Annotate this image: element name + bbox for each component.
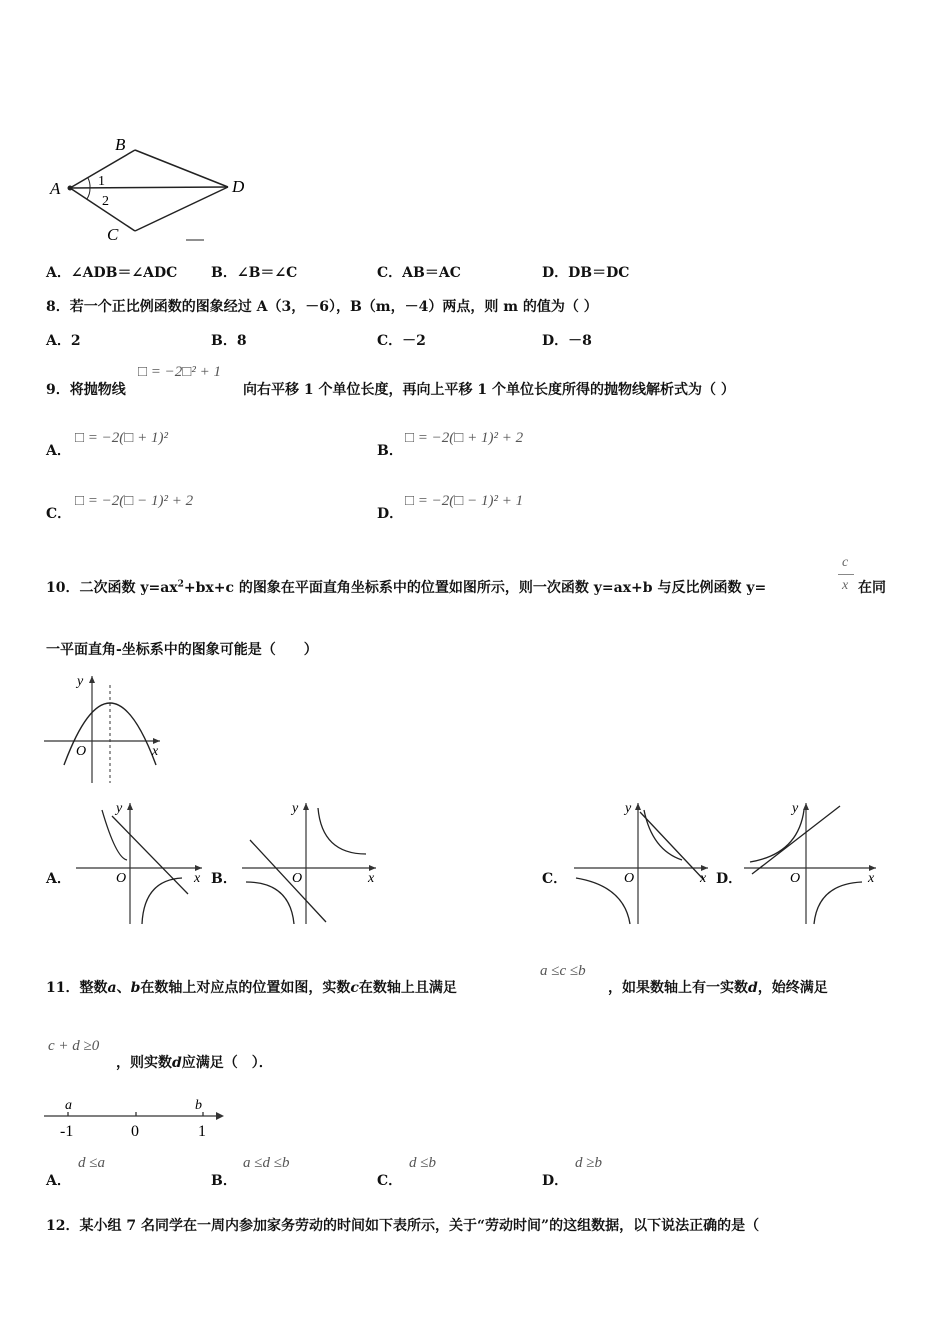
q10-stem-sup: 2: [177, 579, 184, 590]
numberline-b: b: [195, 1098, 202, 1113]
option-key: B．: [211, 265, 237, 281]
q8-option-b[interactable]: [211, 330, 247, 350]
q11-option-a-key[interactable]: A．: [46, 1173, 71, 1189]
axis-label-y: y: [292, 801, 299, 816]
q8-stem: 8．若一个正比例函数的图象经过 A（3，－6），B（m，－4）两点，则 m 的值为（ ）: [46, 299, 598, 315]
q11-stem-tail: [608, 977, 828, 997]
option-text: －2: [402, 333, 426, 349]
q9-stem-after: 向右平移 1 个单位长度，再向上平移 1 个单位长度所得的抛物线解析式为（ ）: [243, 382, 735, 398]
q7-option-b[interactable]: [211, 262, 297, 282]
axis-label-x: x: [868, 871, 875, 886]
q10-stem-part1: 10．二次函数 y=ax: [46, 580, 178, 596]
axis-label-y: y: [625, 801, 632, 816]
option-text: 2: [70, 333, 81, 349]
axis-label-y: y: [116, 801, 123, 816]
q9-option-b-key[interactable]: B．: [377, 443, 403, 459]
q10-stem: [46, 577, 766, 597]
q11-option-b-key[interactable]: B．: [211, 1173, 237, 1189]
axis-label-o: O: [292, 871, 303, 886]
axis-label-x: x: [194, 871, 201, 886]
q7-kite-figure: [40, 128, 260, 246]
option-key: C．: [377, 333, 403, 349]
q11-number-line: [40, 1094, 230, 1140]
q11-option-a-formula[interactable]: d ≤a: [78, 1155, 105, 1171]
q8-option-d[interactable]: [542, 330, 592, 350]
numberline-t2: 0: [131, 1123, 139, 1140]
axis-label-x: x: [700, 871, 707, 886]
q11-option-b-formula[interactable]: a ≤d ≤b: [243, 1155, 290, 1171]
q11-var-d2: d: [172, 1055, 182, 1071]
option-text: ∠ADB＝∠ADC: [70, 265, 178, 281]
q11-stem-mid2: 在数轴上且满足: [358, 980, 457, 996]
q10-frac-den: x: [842, 578, 849, 593]
q11-var-c: c: [350, 980, 359, 996]
numberline-t1: -1: [60, 1123, 74, 1140]
option-text: －8: [568, 333, 592, 349]
q9-option-d-key[interactable]: D．: [377, 506, 404, 522]
q9-stem-before: 9．将抛物线: [46, 382, 126, 398]
q10-option-a-key[interactable]: A．: [46, 871, 71, 887]
option-key: D．: [542, 265, 569, 281]
q11-stem-mid: 在数轴上对应点的位置如图，实数: [140, 980, 351, 996]
axis-label-y: y: [77, 674, 84, 689]
q11-stem-line2-after: 应满足（ ）．: [181, 1055, 273, 1071]
q11-condition2: c + d ≥0: [48, 1038, 100, 1054]
q10-stem-part3: 在同: [858, 580, 886, 596]
q10-frac-bar: [838, 574, 854, 575]
q10-frac-num: c: [842, 555, 849, 570]
q11-stem-before: 11．整数: [46, 980, 108, 996]
q7-label-d: D: [232, 177, 245, 196]
q8-option-a[interactable]: [46, 330, 81, 350]
axis-label-x: x: [368, 871, 375, 886]
q11-stem-after: ，如果数轴上有一实数: [608, 980, 748, 996]
numberline-a: a: [65, 1098, 72, 1113]
option-key: D．: [542, 333, 569, 349]
q10-parabola-figure: [44, 673, 164, 785]
q10-option-c-key[interactable]: C．: [542, 871, 568, 887]
q8-option-c[interactable]: [377, 330, 426, 350]
q11-condition: a ≤c ≤b: [540, 963, 586, 979]
numberline-t3: 1: [198, 1123, 206, 1140]
q10-option-a-graph[interactable]: [72, 800, 206, 926]
q7-option-d[interactable]: [542, 262, 629, 282]
q9-option-a-key[interactable]: A．: [46, 443, 71, 459]
q9-option-c-key[interactable]: C．: [46, 506, 72, 522]
q11-var-b: b: [130, 980, 141, 996]
q11-option-c-key[interactable]: C．: [377, 1173, 403, 1189]
option-key: A．: [46, 265, 71, 281]
q11-stem-line2: [116, 1052, 273, 1072]
axis-label-y: y: [792, 801, 799, 816]
q11-stem-after2: ，始终满足: [757, 980, 828, 996]
option-text: AB＝AC: [402, 265, 461, 281]
q10-option-c-graph[interactable]: [570, 800, 712, 926]
axis-label-o: O: [624, 871, 635, 886]
q11-sep: 、: [116, 980, 131, 996]
q10-stem-part2: +bx+c 的图象在平面直角坐标系中的位置如图所示，则一次函数 y=ax+b 与反比例函数 y=: [183, 580, 767, 596]
q7-label-c: C: [107, 225, 119, 244]
axis-label-o: O: [116, 871, 127, 886]
q7-label-a: A: [50, 179, 61, 198]
q9-option-d-formula[interactable]: □ = −2(□ − 1)² + 1: [405, 493, 524, 509]
q11-option-d-key[interactable]: D．: [542, 1173, 569, 1189]
q11-stem-line2-before: ，则实数: [116, 1055, 172, 1071]
q10-option-b-graph[interactable]: [238, 800, 380, 926]
q7-label-2: 2: [102, 194, 109, 209]
option-key: B．: [211, 333, 237, 349]
option-text: ∠B＝∠C: [236, 265, 298, 281]
option-key: A．: [46, 333, 71, 349]
q11-option-d-formula[interactable]: d ≥b: [575, 1155, 602, 1171]
q10-option-d-graph[interactable]: [740, 800, 880, 926]
axis-label-o: O: [76, 744, 87, 759]
q11-stem: [46, 977, 457, 997]
q11-option-c-formula[interactable]: d ≤b: [409, 1155, 436, 1171]
option-key: C．: [377, 265, 403, 281]
q7-label-1: 1: [98, 174, 105, 189]
q9-option-c-formula[interactable]: □ = −2(□ − 1)² + 2: [75, 493, 194, 509]
q10-option-b-key[interactable]: B．: [211, 871, 237, 887]
q10-stem-line2: 一平面直角-坐标系中的图象可能是（ ）: [46, 642, 318, 658]
q11-var-a: a: [107, 980, 117, 996]
q11-var-d: d: [748, 980, 758, 996]
option-text: DB＝DC: [568, 265, 630, 281]
q12-stem: 12．某小组 7 名同学在一周内参加家务劳动的时间如下表所示，关于“劳动时间”的这组数据，以下说法正确的是（: [46, 1218, 760, 1234]
q7-option-a[interactable]: [46, 262, 177, 282]
q10-option-d-key[interactable]: D．: [716, 871, 743, 887]
axis-label-x: x: [152, 744, 159, 759]
q7-label-b: B: [115, 135, 126, 154]
q9-option-a-formula[interactable]: □ = −2(□ + 1)²: [75, 430, 168, 446]
q9-option-b-formula[interactable]: □ = −2(□ + 1)² + 2: [405, 430, 524, 446]
q7-option-c[interactable]: [377, 262, 461, 282]
q9-formula: □ = −2□² + 1: [138, 364, 221, 380]
axis-label-o: O: [790, 871, 801, 886]
option-text: 8: [236, 333, 247, 349]
